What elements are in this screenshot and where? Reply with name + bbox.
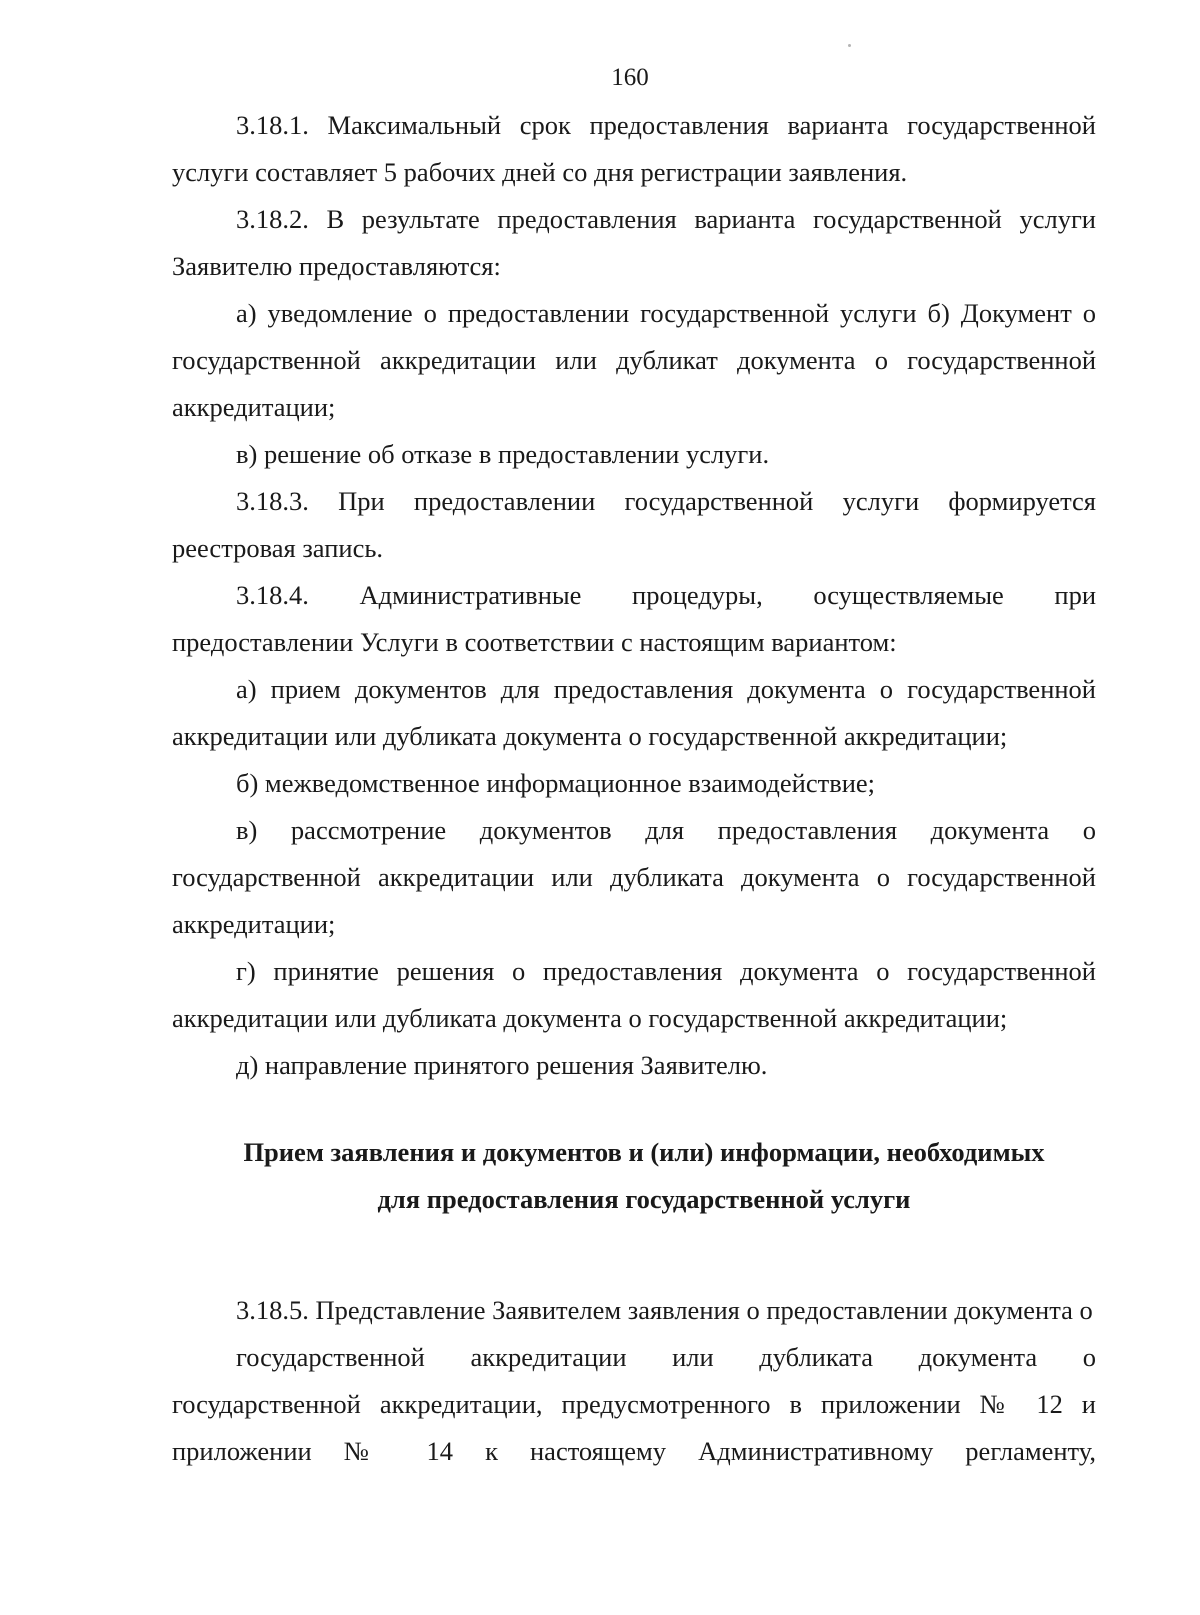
list-item-g-decision: г) принятие решения о предоставления документа о государственной аккредитации или дубликата документа о государственной аккредитации; bbox=[172, 956, 1096, 1033]
section-heading-line-1: Прием заявления и документов и (или) информации, необходимых bbox=[243, 1137, 1045, 1167]
document-body bbox=[172, 102, 1096, 1475]
list-item-a-receipt: а) прием документов для предоставления документа о государственной аккредитации или дубликата документа о государственной аккредитации; bbox=[172, 674, 1096, 751]
page-number: 160 bbox=[611, 64, 649, 91]
scan-speck bbox=[848, 44, 851, 47]
paragraph-3-18-3: 3.18.3. При предоставлении государственной услуги формируется реестровая запись. bbox=[172, 486, 1096, 563]
paragraph-3-18-5-line-2: государственной аккредитации или дубликата документа о bbox=[236, 1342, 1096, 1372]
paragraph-3-18-4: 3.18.4. Административные процедуры, осуществляемые при предоставлении Услуги в соответствии с настоящим вариантом: bbox=[172, 580, 1096, 657]
list-item-v-refusal: в) решение об отказе в предоставлении услуги. bbox=[236, 439, 770, 469]
paragraph-3-18-2: 3.18.2. В результате предоставления варианта государственной услуги Заявителю предоставляются: bbox=[172, 204, 1096, 281]
list-item-v-review: в) рассмотрение документов для предоставления документа о государственной аккредитации или дубликата документа о государственной аккредитации; bbox=[172, 815, 1096, 939]
list-item-a-notification: а) уведомление о предоставлении государственной услуги б) Документ о государственной аккредитации или дубликат документа о государственной аккредитации; bbox=[172, 298, 1096, 422]
section-heading bbox=[172, 1129, 1096, 1223]
paragraph-3-18-5-line-3: государственной аккредитации, предусмотренного в приложении № 12 и bbox=[172, 1389, 1096, 1419]
paragraph-3-18-5 bbox=[172, 1287, 1096, 1475]
paragraph-3-18-5-line-1: 3.18.5. Представление Заявителем заявления о предоставлении документа о bbox=[236, 1295, 1093, 1325]
paragraph-3-18-5-line-4: приложении № 14 к настоящему Административному регламенту, bbox=[172, 1436, 1096, 1466]
list-item-b-interagency: б) межведомственное информационное взаимодействие; bbox=[236, 768, 876, 798]
paragraph-3-18-1: 3.18.1. Максимальный срок предоставления варианта государственной услуги составляет 5 рабочих дней со дня регистрации заявления. bbox=[172, 110, 1096, 187]
list-item-d-direction: д) направление принятого решения Заявителю. bbox=[236, 1050, 768, 1080]
section-heading-line-2: для предоставления государственной услуги bbox=[377, 1184, 911, 1214]
